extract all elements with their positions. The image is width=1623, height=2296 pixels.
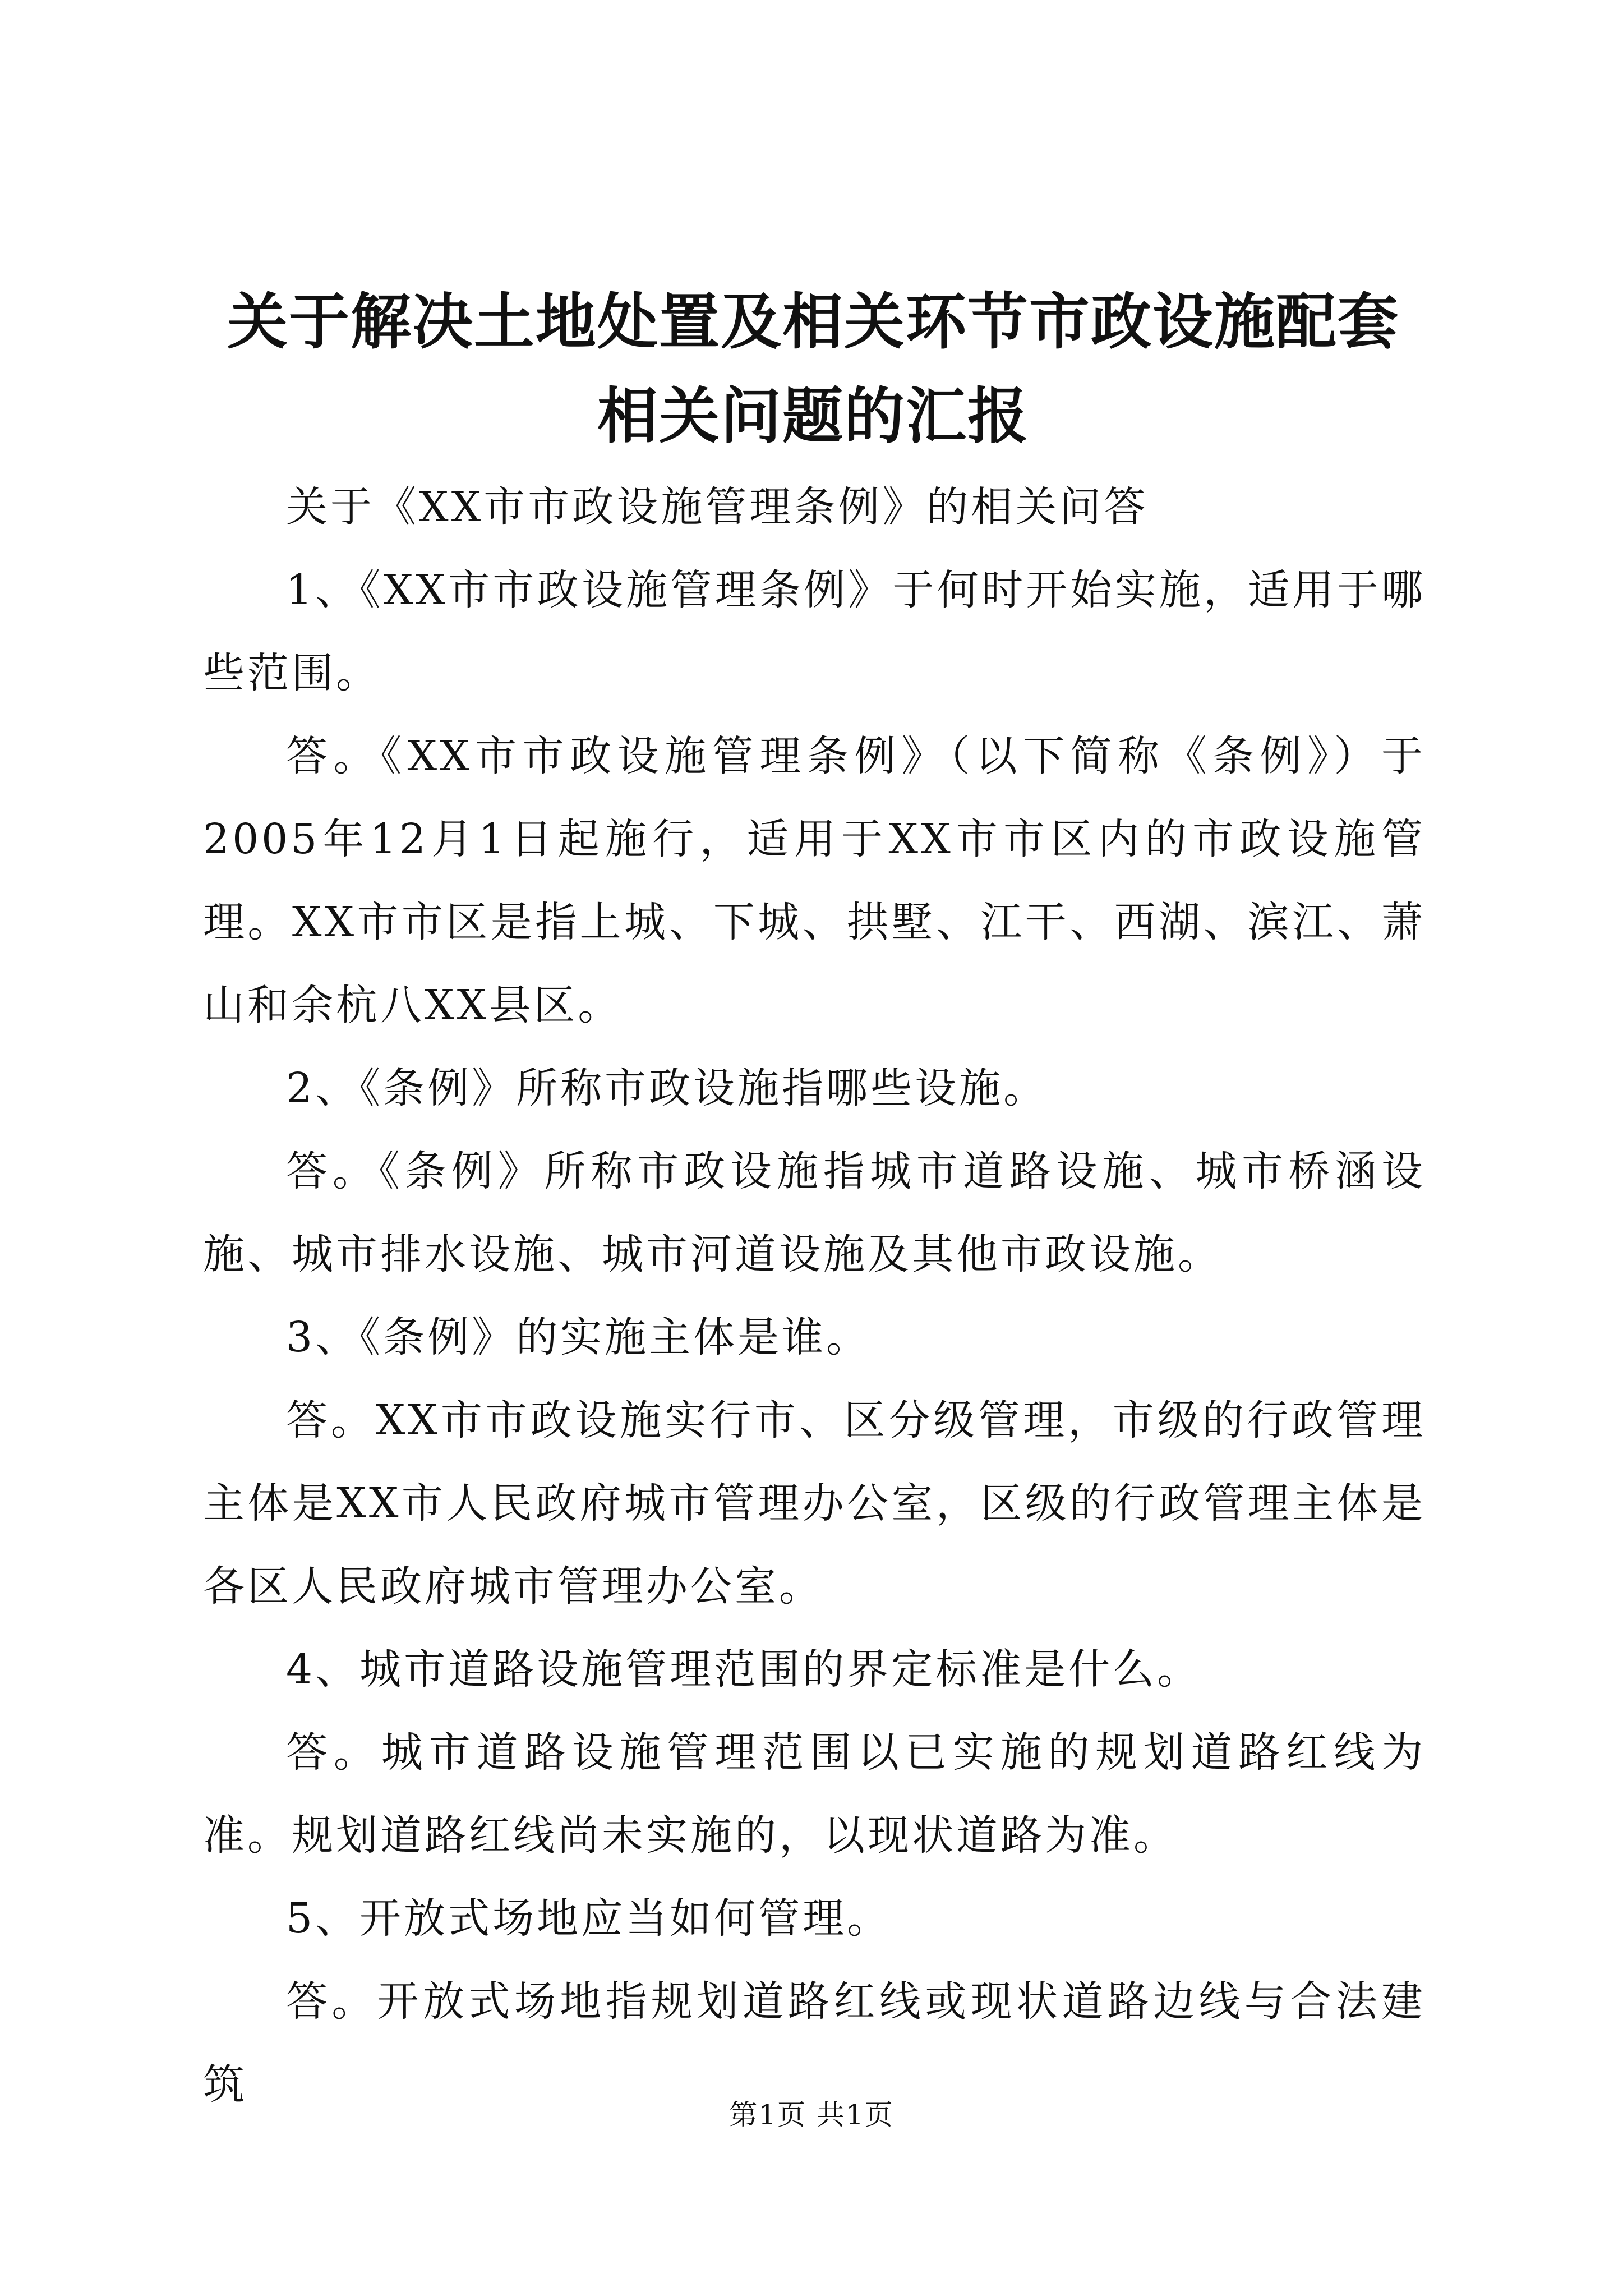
question-4: 4、城市道路设施管理范围的界定标准是什么。 — [286, 1645, 1202, 1694]
page-number-footer: 第1页 共1页 — [729, 2099, 894, 2131]
answer-5: 答。开放式场地指规划道路红线或现状道路边线与合法建筑 — [203, 1977, 1426, 2109]
answer-4: 答。城市道路设施管理范围以已实施的规划道路红线为准。规划道路红线尚未实施的，以现状道路为准。 — [203, 1728, 1426, 1860]
question-5: 5、开放式场地应当如何管理。 — [286, 1894, 892, 1943]
answer-3: 答。XX市市政设施实行市、区分级管理，市级的行政管理主体是XX市人民政府城市管理办公室，区级的行政管理主体是各区人民政府城市管理办公室。 — [203, 1396, 1426, 1611]
answer-2: 答。《条例》所称市政设施指城市道路设施、城市桥涵设施、城市排水设施、城市河道设施及其他市政设施。 — [203, 1147, 1426, 1278]
question-2: 2、《条例》所称市政设施指哪些设施。 — [286, 1064, 1048, 1112]
paragraph-intro: 关于《XX市市政设施管理条例》的相关问答 — [286, 483, 1149, 531]
document-body — [203, 466, 1426, 2126]
answer-1: 答。《XX市市政设施管理条例》（以下简称《条例》）于2005年12月1日起施行，适用于XX市市区内的市政设施管理。XX市市区是指上城、下城、拱墅、江干、西湖、滨江、萧山和余杭八XX县区。 — [203, 732, 1426, 1029]
question-1: 1、《XX市市政设施管理条例》于何时开始实施，适用于哪些范围。 — [203, 566, 1426, 697]
document-title: 关于解决土地处置及相关环节市政设施配套相关问题的汇报 — [227, 287, 1399, 452]
question-3: 3、《条例》的实施主体是谁。 — [286, 1313, 871, 1361]
